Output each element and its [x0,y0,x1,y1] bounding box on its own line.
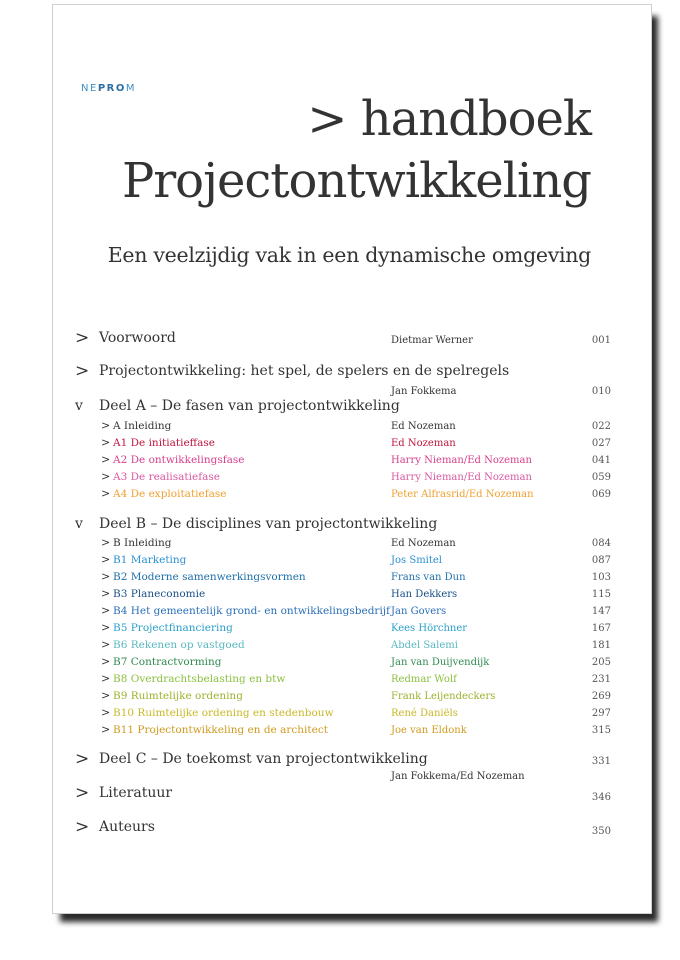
toc-subentry-label: B6 Rekenen op vastgoed [113,639,245,651]
toc-subentry-page: 205 [591,657,611,668]
toc-subentry [53,418,651,434]
toc-subentry [53,569,651,585]
toc-subentry [53,452,651,468]
toc-subentry-page: 027 [591,438,611,449]
chevron-right-icon: > [101,553,111,566]
chevron-right-icon: > [101,621,111,634]
toc-subentry [53,552,651,568]
chevron-down-icon: v [75,516,83,532]
subtitle: Een veelzijdig vak in een dynamische omgeving [107,243,591,267]
title-line-2: Projectontwikkeling [121,153,591,209]
toc-subentry [53,603,651,619]
toc-subentry-author: Jos Smitel [391,555,443,566]
toc-subentry [53,620,651,636]
logo-part-1: NE [81,83,98,94]
toc-subentry-label: B9 Ruimtelijke ordening [113,690,243,702]
toc-entry-deel-c [53,751,651,767]
toc-subentry-author: Redmar Wolf [391,674,457,685]
toc-subentry-label: B10 Ruimtelijke ordening en stedenbouw [113,707,334,719]
toc-subentry-author: Frans van Dun [391,572,466,583]
chevron-right-icon: > [101,470,111,483]
toc-subentry-page: 181 [591,640,611,651]
toc-subentry-author: Ed Nozeman [391,438,456,449]
chevron-right-icon: > [101,436,111,449]
toc-subentry-label: A Inleiding [113,420,172,432]
toc-subentry-label: B8 Overdrachtsbelasting en btw [113,673,286,685]
toc-section-deel-b [53,516,651,532]
toc-subentry [53,586,651,602]
toc-section-label: Deel A – De fasen van projectontwikkeling [99,398,400,414]
toc-subentry-page: 022 [591,421,611,432]
toc-entry-page: 346 [591,792,611,803]
toc-subentry-author: Kees Hörchner [391,623,468,634]
toc-subentry-author: Ed Nozeman [391,538,456,549]
toc-subentry-label: A4 De exploitatiefase [113,488,227,500]
toc-subentry-page: 297 [591,708,611,719]
toc-entry-spel [53,363,651,379]
toc-subentry-page: 115 [591,589,611,600]
toc-entry-page: 001 [591,335,611,346]
toc-subentry-label: B11 Projectontwikkeling en de architect [113,724,328,736]
chevron-right-icon: > [101,655,111,668]
toc-subentry-page: 087 [591,555,611,566]
toc-subentry [53,637,651,653]
chevron-right-icon: > [101,638,111,651]
chevron-right-icon: > [75,361,90,381]
chevron-right-icon: > [75,783,90,803]
toc-subentry [53,535,651,551]
toc-subentry-label: B3 Planeconomie [113,588,206,600]
toc-section-deel-a [53,398,651,414]
toc-subentry-page: 069 [591,489,611,500]
toc-subentry-label: A3 De realisatiefase [113,471,220,483]
toc-entry-author: Jan Fokkema/Ed Nozeman [391,771,525,782]
toc-subentry [53,435,651,451]
toc-subentry-page: 315 [591,725,611,736]
toc-subentry-page: 269 [591,691,611,702]
chevron-right-icon: > [101,706,111,719]
toc-entry-label: Projectontwikkeling: het spel, de spelers en de spelregels [99,363,510,379]
toc-subentry-label: B5 Projectfinanciering [113,622,233,634]
toc-entry-label: Deel C – De toekomst van projectontwikkeling [99,751,428,767]
toc-subentry-author: Ed Nozeman [391,421,456,432]
toc-entry-voorwoord [53,330,651,346]
toc-entry-page: 331 [591,756,611,767]
chevron-right-icon: > [101,453,111,466]
toc-subentry-author: Harry Nieman/Ed Nozeman [391,455,532,466]
chevron-right-icon: > [101,487,111,500]
toc-entry-spel-meta [53,383,651,399]
toc-subentry-label: A1 De initiatieffase [113,437,216,449]
toc-subentry-page: 231 [591,674,611,685]
toc-subentry-author: Frank Leijendeckers [391,691,496,702]
toc-entry-literatuur [53,785,651,801]
chevron-right-icon: > [101,419,111,432]
chevron-right-icon: > [75,328,90,348]
toc-subentry [53,671,651,687]
publisher-logo [81,83,136,94]
chevron-right-icon: > [101,604,111,617]
toc-entry-auteurs [53,819,651,835]
toc-subentry-label: B4 Het gemeentelijk grond- en ontwikkelingsbedrijf [113,605,390,617]
toc-subentry-author: Joe van Eldonk [391,725,467,736]
toc-subentry-author: Jan van Duijvendijk [391,657,490,668]
toc-subentry [53,722,651,738]
toc-subentry-label: B Inleiding [113,537,172,549]
toc-subentry [53,469,651,485]
toc-subentry-page: 147 [591,606,611,617]
toc-entry-label: Auteurs [99,819,155,835]
toc-entry-page: 010 [591,386,611,397]
toc-subentry-page: 084 [591,538,611,549]
toc-subentry-author: Peter Alfrasrid/Ed Nozeman [391,489,534,500]
toc-subentry [53,688,651,704]
toc-subentry-author: René Daniëls [391,708,458,719]
toc-subentry-page: 059 [591,472,611,483]
chevron-down-icon: v [75,398,83,414]
chevron-right-icon: > [101,587,111,600]
toc-entry-author: Jan Fokkema [391,386,457,397]
toc-entry-label: Literatuur [99,785,173,801]
toc-subentry-author: Jan Govers [391,606,447,617]
toc-subentry-page: 103 [591,572,611,583]
toc-subentry [53,705,651,721]
chevron-right-icon: > [101,672,111,685]
chevron-right-icon: > [75,817,90,837]
toc-subentry-label: B1 Marketing [113,554,187,566]
toc-subentry-page: 041 [591,455,611,466]
title-line-1: > handboek [307,91,591,147]
chevron-right-icon: > [101,689,111,702]
toc-subentry-author: Harry Nieman/Ed Nozeman [391,472,532,483]
toc-entry-page: 350 [591,826,611,837]
toc-subentry [53,486,651,502]
toc-subentry-page: 167 [591,623,611,634]
logo-part-3: M [125,83,136,94]
toc-subentry-author: Han Dekkers [391,589,458,600]
chevron-right-icon: > [75,749,90,769]
toc-entry-author: Dietmar Werner [391,335,473,346]
toc-entry-label: Voorwoord [99,330,176,346]
toc-subentry-label: B2 Moderne samenwerkingsvormen [113,571,306,583]
book-cover [52,4,652,914]
toc-subentry-label: B7 Contractvorming [113,656,222,668]
chevron-right-icon: > [101,723,111,736]
chevron-right-icon: > [101,536,111,549]
toc-subentry-label: A2 De ontwikkelingsfase [113,454,245,466]
toc-section-label: Deel B – De disciplines van projectontwikkeling [99,516,438,532]
toc-subentry [53,654,651,670]
chevron-right-icon: > [101,570,111,583]
toc-subentry-author: Abdel Salemi [391,640,458,651]
logo-part-2: PRO [97,83,126,94]
